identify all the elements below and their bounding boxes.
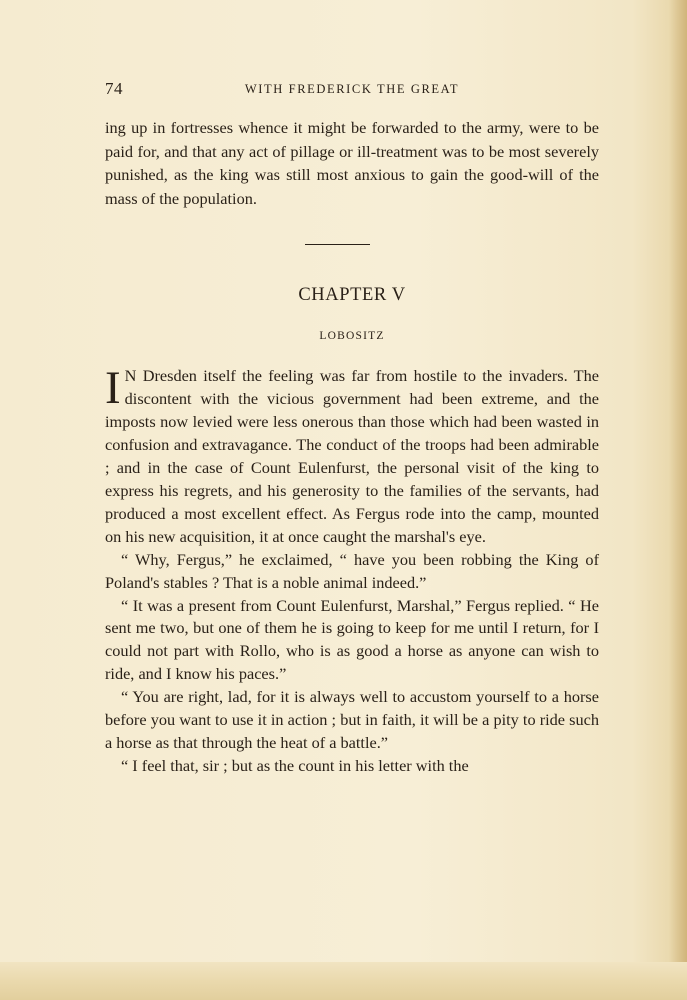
paragraph: “ I feel that, sir ; but as the count in his letter with the bbox=[121, 756, 469, 776]
page-edge-shadow bbox=[669, 0, 687, 1000]
paragraph: “ Why, Fergus,” he exclaimed, “ have you been robbing the King of Poland's stables ? That is a noble animal indeed.” bbox=[105, 549, 599, 592]
paragraph-text: N Dresden itself the feeling was far from hostile to the invaders. The discontent with the vicious government had been extreme, and the imposts now levied were less onerous than those which had been wasted in confusion and extravagance. The conduct of the troops had been admirable ; and in the case of Count Eulenfurst, the personal visit of the king to express his regrets, and his generosity to the families of the servants, had produced a most excellent effect. As Fergus rode into the camp, mounted on his new acquisition, it at once caught the marshal's eye. bbox=[105, 366, 599, 546]
section-divider bbox=[305, 244, 370, 245]
page-number: 74 bbox=[105, 79, 123, 98]
page-bottom-edge bbox=[0, 962, 687, 1000]
chapter-heading: CHAPTER V bbox=[298, 285, 406, 305]
page-header bbox=[105, 79, 599, 101]
paragraph: “ It was a present from Count Eulenfurst, Marshal,” Fergus replied. “ He sent me two, but one of them he is going to keep for me until I return, for I could not part with Rollo, who is as good a horse as anyone can wish to ride, and I know his paces.” bbox=[105, 595, 599, 684]
drop-cap: I bbox=[105, 362, 121, 414]
paragraph: “ You are right, lad, for it is always well to accustom yourself to a horse before you want to use it in action ; but in faith, it will be a pity to ride such a horse as that through the heat of a battle.” bbox=[105, 687, 599, 753]
running-head: WITH FREDERICK THE GREAT bbox=[244, 82, 460, 96]
chapter-body bbox=[105, 362, 599, 778]
chapter-title: LOBOSITZ bbox=[319, 330, 385, 342]
paragraph bbox=[105, 362, 599, 549]
opening-paragraph: ing up in fortresses whence it might be forwarded to the army, were to be paid for, and that any act of pillage or ill-treatment was to be most severely punished, as the king was still most anxious to gain the good-will of the mass of the population. bbox=[105, 118, 599, 208]
